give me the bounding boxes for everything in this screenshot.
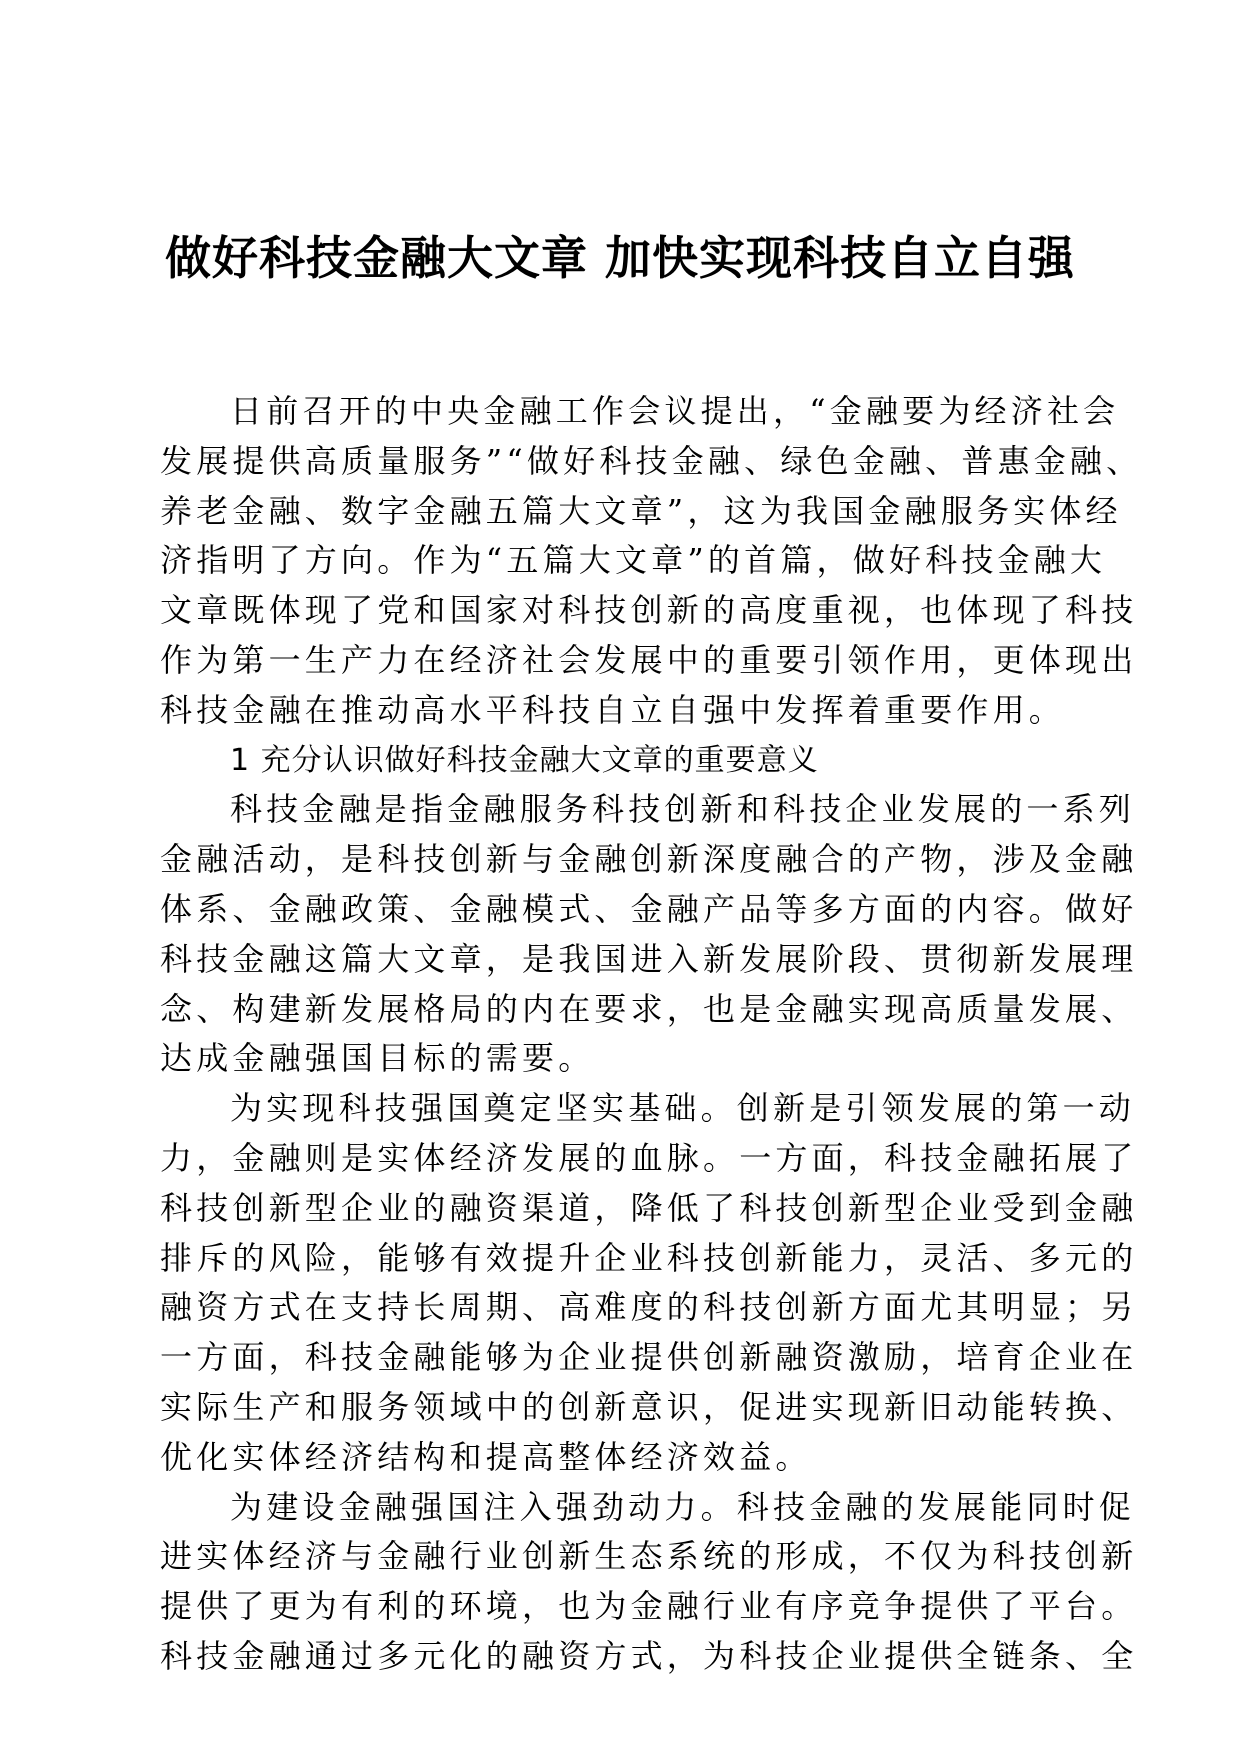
text-line: 发展提供高质量服务”“做好科技金融、绿色金融、普惠金融、: [160, 441, 1143, 480]
text-line: 科技金融这篇大文章，是我国进入新发展阶段、贯彻新发展理: [160, 939, 1138, 978]
text-line: 文章既体现了党和国家对科技创新的高度重视，也体现了科技: [160, 591, 1138, 630]
text-line: 念、构建新发展格局的内在要求，也是金融实现高质量发展、: [160, 989, 1138, 1028]
document-body: [160, 387, 1143, 1682]
text-line: 提供了更为有利的环境，也为金融行业有序竞争提供了平台。: [160, 1587, 1138, 1626]
text-line: 为建设金融强国注入强劲动力。科技金融的发展能同时促: [230, 1487, 1136, 1526]
text-line: 科技金融在推动高水平科技自立自强中发挥着重要作用。: [160, 690, 1066, 729]
text-line: 为实现科技强国奠定坚实基础。创新是引领发展的第一动: [230, 1089, 1136, 1128]
section-heading: 1 充分认识做好科技金融大文章的重要意义: [230, 742, 819, 778]
text-line: 优化实体经济结构和提高整体经济效益。: [160, 1437, 812, 1476]
text-line: 进实体经济与金融行业创新生态系统的形成，不仅为科技创新: [160, 1537, 1138, 1576]
text-line: 排斥的风险，能够有效提升企业科技创新能力，灵活、多元的: [160, 1238, 1138, 1277]
text-line: 实际生产和服务领域中的创新意识，促进实现新旧动能转换、: [160, 1387, 1138, 1426]
text-line: 体系、金融政策、金融模式、金融产品等多方面的内容。做好: [160, 889, 1138, 928]
text-line: 养老金融、数字金融五篇大文章”，这为我国金融服务实体经: [160, 491, 1122, 530]
text-line: 科技创新型企业的融资渠道，降低了科技创新型企业受到金融: [160, 1188, 1138, 1227]
text-line: 一方面，科技金融能够为企业提供创新融资激励，培育企业在: [160, 1338, 1138, 1377]
text-line: 科技金融通过多元化的融资方式，为科技企业提供全链条、全: [160, 1636, 1138, 1675]
text-line: 金融活动，是科技创新与金融创新深度融合的产物，涉及金融: [160, 840, 1138, 879]
text-line: 济指明了方向。作为“五篇大文章”的首篇，做好科技金融大: [160, 541, 1107, 580]
text-line: 日前召开的中央金融工作会议提出，“金融要为经济社会: [230, 392, 1120, 430]
text-line: 科技金融是指金融服务科技创新和科技企业发展的一系列: [230, 790, 1136, 829]
text-line: 融资方式在支持长周期、高难度的科技创新方面尤其明显；另: [160, 1288, 1138, 1327]
text-line: 力，金融则是实体经济发展的血脉。一方面，科技金融拓展了: [160, 1138, 1138, 1177]
text-line: 作为第一生产力在经济社会发展中的重要引领作用，更体现出: [160, 640, 1138, 679]
text-line: 达成金融强国目标的需要。: [160, 1039, 595, 1078]
document-title: 做好科技金融大文章 加快实现科技自立自强: [164, 231, 1075, 285]
